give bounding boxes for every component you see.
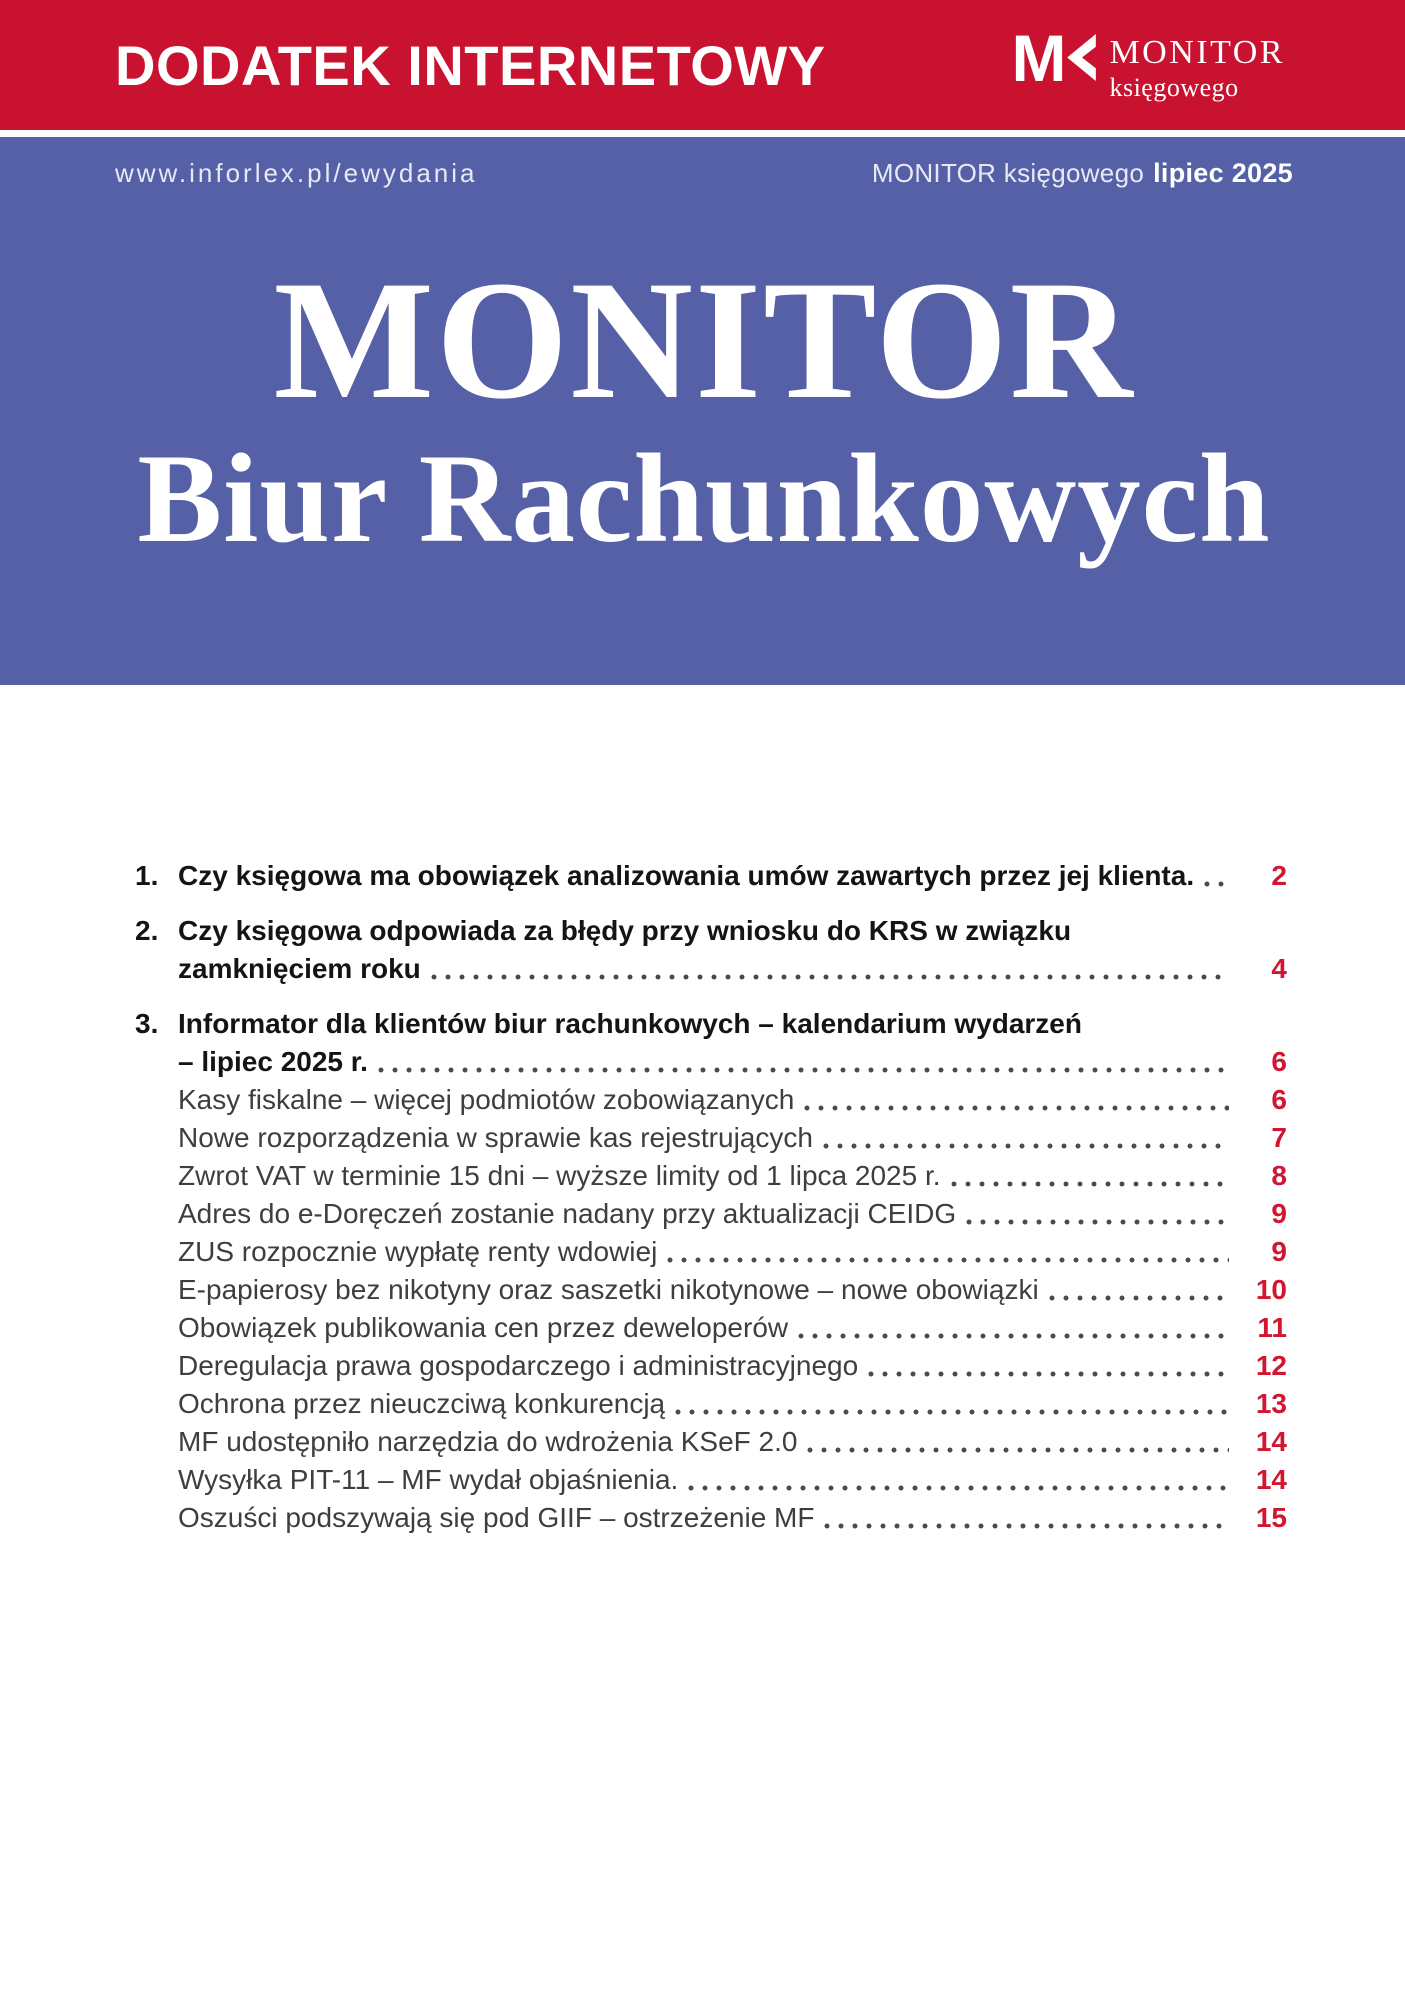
toc-page-number: 13 bbox=[1255, 1388, 1287, 1419]
cover-banner bbox=[0, 137, 1405, 685]
toc-item-title: ZUS rozpocznie wypłatę renty wdowiej bbox=[178, 1236, 658, 1267]
toc-item[interactable] bbox=[135, 912, 1287, 988]
toc-item[interactable] bbox=[135, 1385, 1287, 1423]
mk-chevron-k-icon bbox=[1065, 34, 1096, 81]
dot-leader bbox=[962, 1219, 1229, 1225]
brand-subname: księgowego bbox=[1109, 72, 1239, 102]
toc-item[interactable] bbox=[135, 1119, 1287, 1157]
page-kicker: DODATEK INTERNETOWY bbox=[115, 33, 826, 97]
toc-list bbox=[0, 857, 1405, 1537]
dot-leader bbox=[864, 1371, 1229, 1377]
header-bar bbox=[0, 0, 1405, 130]
brand-logo bbox=[1011, 20, 1285, 102]
toc-page-number: 7 bbox=[1271, 1122, 1287, 1153]
toc-item-last-line bbox=[178, 1385, 1287, 1423]
toc-page-number: 6 bbox=[1271, 1046, 1287, 1077]
toc-page-number: 11 bbox=[1257, 1312, 1287, 1343]
brand-wordmark bbox=[1109, 33, 1285, 102]
toc-item-title: Obowiązek publikowania cen przez deweloperów bbox=[178, 1312, 789, 1343]
toc-item-body bbox=[178, 1157, 1287, 1195]
toc-item-last-line bbox=[178, 1081, 1287, 1119]
toc-page-number: 9 bbox=[1271, 1236, 1287, 1267]
banner-top-row bbox=[115, 157, 1293, 189]
toc-item-body bbox=[178, 1271, 1287, 1309]
toc-item-title: Ochrona przez nieuczciwą konkurencją bbox=[178, 1388, 666, 1419]
dot-leader bbox=[374, 1067, 1229, 1073]
toc-item-title: Adres do e-Doręczeń zostanie nadany przy aktualizacji CEIDG bbox=[178, 1198, 957, 1229]
publication-title bbox=[115, 246, 1293, 570]
toc-item-body bbox=[178, 857, 1287, 895]
dot-leader bbox=[800, 1105, 1229, 1111]
toc-item-last-line bbox=[178, 1119, 1287, 1157]
toc-item-last-line bbox=[178, 1499, 1287, 1537]
mk-monogram bbox=[1011, 20, 1096, 95]
toc-item[interactable] bbox=[135, 1499, 1287, 1537]
toc-page-number: 15 bbox=[1255, 1502, 1287, 1533]
brand-name: MONITOR bbox=[1109, 33, 1285, 71]
toc-item-title: – lipiec 2025 r. bbox=[178, 1046, 368, 1077]
toc-item-title-line1: Czy księgowa odpowiada za błędy przy wniosku do KRS w związku bbox=[178, 915, 1072, 946]
toc-item-last-line bbox=[178, 1157, 1287, 1195]
toc-page-number: 2 bbox=[1271, 860, 1287, 891]
toc-item-last-line bbox=[178, 1461, 1287, 1499]
dot-leader bbox=[820, 1523, 1229, 1529]
dot-leader bbox=[427, 974, 1229, 980]
toc-page-number: 6 bbox=[1271, 1084, 1287, 1115]
toc-item-last-line bbox=[178, 1195, 1287, 1233]
toc-item-last-line bbox=[178, 1423, 1287, 1461]
dot-leader bbox=[1200, 881, 1229, 887]
toc-page-number: 14 bbox=[1255, 1464, 1287, 1495]
toc-item[interactable] bbox=[135, 1423, 1287, 1461]
toc-item-last-line bbox=[178, 1271, 1287, 1309]
toc-item[interactable] bbox=[135, 1157, 1287, 1195]
toc-item-title-line1: Informator dla klientów biur rachunkowych – kalendarium wydarzeń bbox=[178, 1008, 1082, 1039]
dot-leader bbox=[819, 1143, 1229, 1149]
toc-item-number: 1. bbox=[135, 860, 159, 891]
toc-item-body bbox=[178, 1385, 1287, 1423]
toc-item-title: Deregulacja prawa gospodarczego i administracyjnego bbox=[178, 1350, 859, 1381]
toc-item-body bbox=[178, 1119, 1287, 1157]
toc-item-body bbox=[178, 1461, 1287, 1499]
divider bbox=[0, 130, 1405, 137]
toc-item[interactable] bbox=[135, 1005, 1287, 1081]
toc-item-title: MF udostępniło narzędzia do wdrożenia KSeF 2.0 bbox=[178, 1426, 798, 1457]
toc-item-body bbox=[178, 912, 1287, 988]
issue-info bbox=[872, 157, 1293, 189]
toc-item[interactable] bbox=[135, 1233, 1287, 1271]
toc-item-number: 3. bbox=[135, 1008, 159, 1039]
toc-item-title: Wysyłka PIT-11 – MF wydał objaśnienia. bbox=[178, 1464, 679, 1495]
toc-page-number: 14 bbox=[1255, 1426, 1287, 1457]
publication-title-line1: MONITOR bbox=[273, 246, 1135, 435]
toc-item-title: Nowe rozporządzenia w sprawie kas rejestrujących bbox=[178, 1122, 813, 1153]
toc-item-last-line bbox=[178, 950, 1287, 988]
toc-item-body bbox=[178, 1233, 1287, 1271]
toc-page-number: 12 bbox=[1255, 1350, 1287, 1381]
toc-item-body bbox=[178, 1081, 1287, 1119]
toc-item-body bbox=[178, 1309, 1287, 1347]
toc-item[interactable] bbox=[135, 1309, 1287, 1347]
toc-item[interactable] bbox=[135, 1081, 1287, 1119]
toc-page-number: 9 bbox=[1271, 1198, 1287, 1229]
toc-item-title: Zwrot VAT w terminie 15 dni – wyższe limity od 1 lipca 2025 r. bbox=[178, 1160, 941, 1191]
toc-item-last-line bbox=[178, 1309, 1287, 1347]
toc-item-title: Czy księgowa ma obowiązek analizowania umów zawartych przez jej klienta. bbox=[178, 860, 1195, 891]
toc-item-last-line bbox=[178, 857, 1287, 895]
toc-item[interactable] bbox=[135, 1195, 1287, 1233]
toc-item-title: zamknięciem roku bbox=[178, 953, 421, 984]
toc-item-number: 2. bbox=[135, 915, 159, 946]
toc-item[interactable] bbox=[135, 1347, 1287, 1385]
mk-letter-m: M bbox=[1011, 20, 1065, 95]
dot-leader bbox=[1045, 1295, 1229, 1301]
toc-item-last-line bbox=[178, 1347, 1287, 1385]
toc-item-last-line bbox=[178, 1233, 1287, 1271]
toc-item-last-line bbox=[178, 1043, 1287, 1081]
dot-leader bbox=[947, 1181, 1229, 1187]
toc-page-number: 8 bbox=[1271, 1160, 1287, 1191]
issue-date: lipiec 2025 bbox=[1153, 158, 1293, 188]
dot-leader bbox=[794, 1333, 1229, 1339]
dot-leader bbox=[803, 1447, 1229, 1453]
toc-item[interactable] bbox=[135, 1461, 1287, 1499]
toc-item-title: Oszuści podszywają się pod GIIF – ostrzeżenie MF bbox=[178, 1502, 815, 1533]
toc-page-number: 4 bbox=[1271, 953, 1287, 984]
dot-leader bbox=[684, 1485, 1229, 1491]
website-url[interactable]: www.inforlex.pl/ewydania bbox=[115, 158, 478, 188]
toc-item-body bbox=[178, 1347, 1287, 1385]
toc-item-body bbox=[178, 1423, 1287, 1461]
toc-item-body bbox=[178, 1005, 1287, 1081]
toc-page-number: 10 bbox=[1255, 1274, 1287, 1305]
dot-leader bbox=[663, 1257, 1229, 1263]
toc-item[interactable] bbox=[135, 857, 1287, 895]
toc-item-title: E-papierosy bez nikotyny oraz saszetki nikotynowe – nowe obowiązki bbox=[178, 1274, 1039, 1305]
dot-leader bbox=[671, 1409, 1229, 1415]
toc-item[interactable] bbox=[135, 1271, 1287, 1309]
publication-title-line2: Biur Rachunkowych bbox=[137, 429, 1271, 570]
toc-item-body bbox=[178, 1499, 1287, 1537]
issue-label: MONITOR księgowego bbox=[871, 158, 1145, 188]
toc-item-body bbox=[178, 1195, 1287, 1233]
toc-item-title: Kasy fiskalne – więcej podmiotów zobowiązanych bbox=[178, 1084, 795, 1115]
